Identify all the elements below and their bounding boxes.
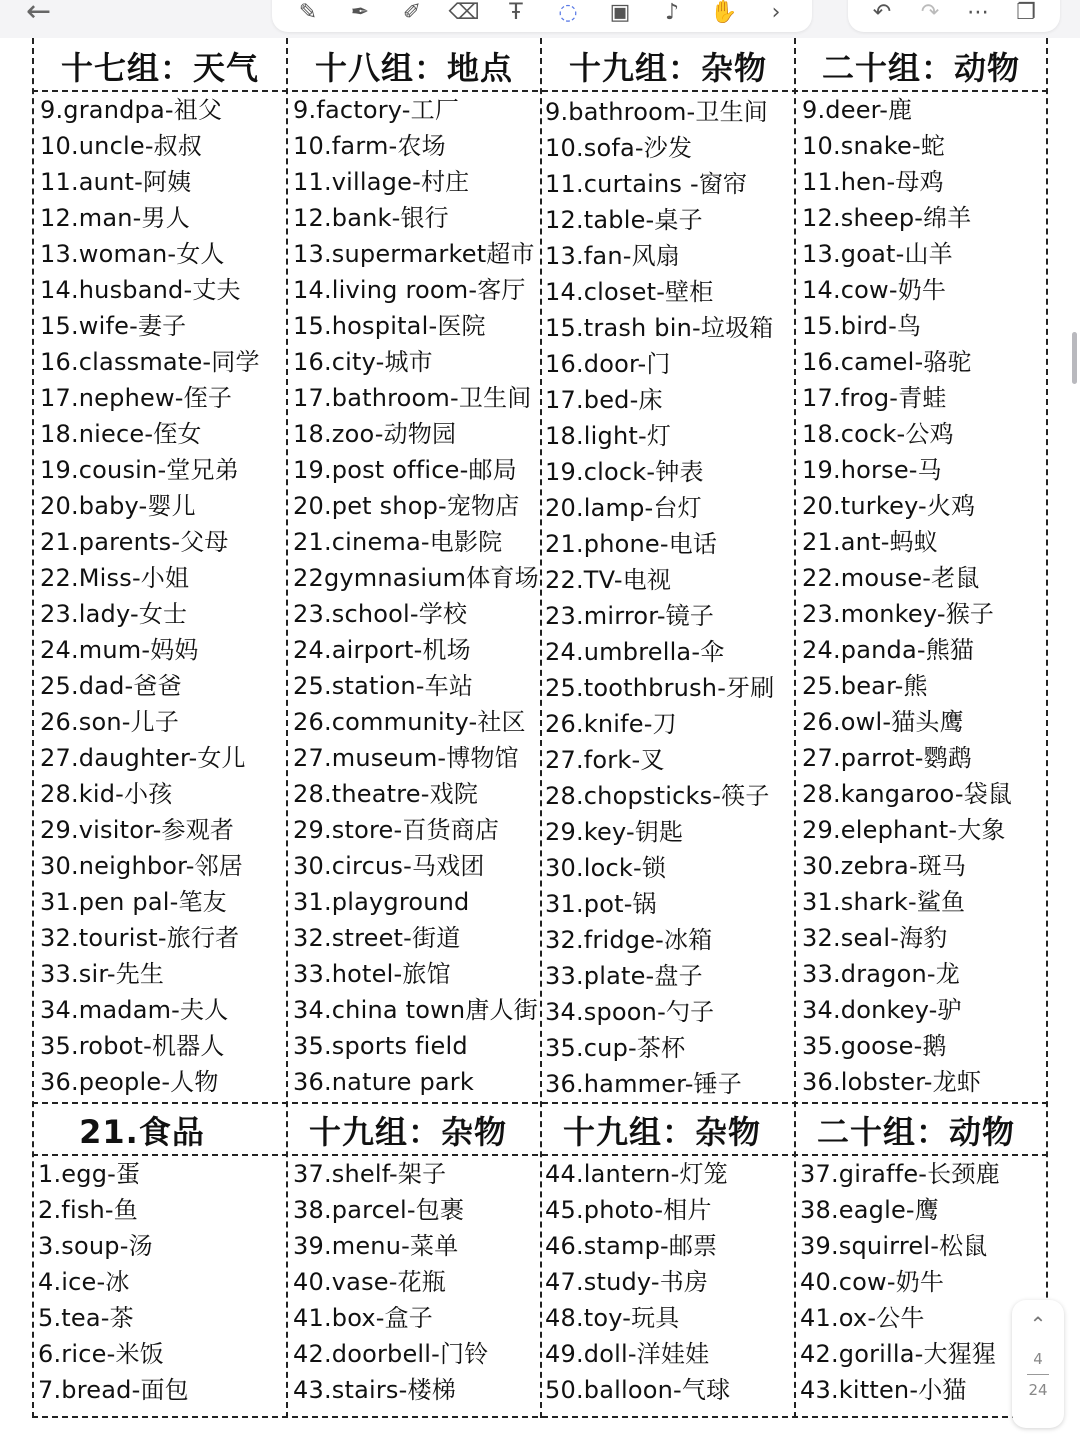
word-item: 10.sofa-沙发 <box>545 134 693 162</box>
word-item: 19.cousin-堂兄弟 <box>40 456 239 484</box>
word-item: 16.camel-骆驼 <box>802 348 972 376</box>
word-item: 25.bear-熊 <box>802 672 928 700</box>
word-item: 9.deer-鹿 <box>802 96 913 124</box>
word-item: 36.people-人物 <box>40 1068 219 1096</box>
word-item: 48.toy-玩具 <box>545 1304 680 1332</box>
top-toolbar <box>0 0 1080 39</box>
word-item: 16.city-城市 <box>293 348 433 376</box>
word-item: 3.soup-汤 <box>38 1232 153 1260</box>
word-item: 18.niece-侄女 <box>40 420 202 448</box>
column-divider <box>794 38 796 1418</box>
section-title: 二十组：动物 <box>821 49 1020 87</box>
word-item: 40.vase-花瓶 <box>293 1268 447 1296</box>
word-item: 42.gorilla-大猩猩 <box>800 1340 997 1368</box>
word-item: 38.parcel-包裹 <box>293 1196 465 1224</box>
word-item: 47.study-书房 <box>545 1268 709 1296</box>
word-item: 20.baby-婴儿 <box>40 492 196 520</box>
pen-icon[interactable]: ✒ <box>350 0 370 25</box>
text-icon[interactable]: Ŧ <box>509 0 523 25</box>
word-item: 24.mum-妈妈 <box>40 636 199 664</box>
word-item: 6.rice-米饭 <box>38 1340 164 1368</box>
word-item: 19.clock-钟表 <box>545 458 704 486</box>
word-item: 9.factory-工厂 <box>293 96 460 124</box>
shape-icon[interactable]: ◌ <box>558 0 578 25</box>
word-item: 37.shelf-架子 <box>293 1160 447 1188</box>
word-item: 9.grandpa-祖父 <box>40 96 223 124</box>
word-item: 14.living room-客厅 <box>293 276 526 304</box>
word-item: 25.toothbrush-牙刷 <box>545 674 775 702</box>
word-item: 41.ox-公牛 <box>800 1304 925 1332</box>
word-item: 43.stairs-楼梯 <box>293 1376 456 1404</box>
word-item: 11.aunt-阿姨 <box>40 168 192 196</box>
word-item: 34.spoon-勺子 <box>545 998 715 1026</box>
word-item: 17.bathroom-卫生间 <box>293 384 532 412</box>
scrollbar-thumb[interactable] <box>1072 332 1077 384</box>
word-item: 2.fish-鱼 <box>38 1196 138 1224</box>
word-item: 26.community-社区 <box>293 708 526 736</box>
word-item: 33.sir-先生 <box>40 960 165 988</box>
word-item: 26.knife-刀 <box>545 710 677 738</box>
arrow-left-icon[interactable]: ← <box>26 0 52 29</box>
word-item: 39.squirrel-松鼠 <box>800 1232 988 1260</box>
word-item: 27.parrot-鹦鹉 <box>802 744 973 772</box>
word-item: 17.frog-青蛙 <box>802 384 947 412</box>
word-item: 11.village-村庄 <box>293 168 470 196</box>
word-item: 16.door-门 <box>545 350 671 378</box>
word-item: 46.stamp-邮票 <box>545 1232 718 1260</box>
word-list <box>293 1156 488 1408</box>
word-list <box>800 1156 1000 1408</box>
word-item: 30.neighbor-邻居 <box>40 852 243 880</box>
word-item: 33.dragon-龙 <box>802 960 960 988</box>
word-item: 12.bank-银行 <box>293 204 449 232</box>
section-title: 十九组：杂物 <box>308 1113 507 1151</box>
word-item: 26.son-儿子 <box>40 708 180 736</box>
word-item: 21.phone-电话 <box>545 530 718 558</box>
word-item: 5.tea-茶 <box>38 1304 134 1332</box>
word-item: 49.doll-洋娃娃 <box>545 1340 710 1368</box>
word-item: 9.bathroom-卫生间 <box>545 98 769 126</box>
more-icon[interactable]: ⋯ <box>967 0 989 25</box>
copy-icon[interactable]: ❐ <box>1016 0 1036 25</box>
word-item: 15.trash bin-垃圾箱 <box>545 314 774 342</box>
hand-icon[interactable]: ✋ <box>710 0 738 25</box>
word-item: 27.fork-叉 <box>545 746 665 774</box>
word-item: 38.eagle-鹰 <box>800 1196 939 1224</box>
mic-icon[interactable]: ♪ <box>664 0 680 25</box>
word-list <box>545 1156 730 1408</box>
word-item: 4.ice-冰 <box>38 1268 130 1296</box>
word-item: 20.lamp-台灯 <box>545 494 702 522</box>
word-item: 31.shark-鲨鱼 <box>802 888 966 916</box>
section-title: 十七组：天气 <box>60 49 259 87</box>
word-item: 13.woman-女人 <box>40 240 225 268</box>
word-item: 24.panda-熊猫 <box>802 636 975 664</box>
word-item: 36.hammer-锤子 <box>545 1070 743 1098</box>
lasso-pen-icon[interactable]: ✎ <box>298 0 318 25</box>
word-item: 32.street-街道 <box>293 924 461 952</box>
word-item: 13.fan-风扇 <box>545 242 680 270</box>
column-divider <box>540 38 542 1418</box>
word-item: 34.china town唐人街 <box>293 996 538 1024</box>
word-item: 23.lady-女士 <box>40 600 188 628</box>
word-item: 14.closet-壁柜 <box>545 278 714 306</box>
word-list <box>40 92 260 1100</box>
word-item: 36.lobster-龙虾 <box>802 1068 982 1096</box>
word-item: 19.horse-马 <box>802 456 942 484</box>
word-item: 44.lantern-灯笼 <box>545 1160 728 1188</box>
total-pages: 24 <box>1028 1381 1048 1399</box>
word-item: 7.bread-面包 <box>38 1376 189 1404</box>
word-item: 15.hospital-医院 <box>293 312 486 340</box>
word-item: 30.zebra-斑马 <box>802 852 967 880</box>
word-item: 15.wife-妻子 <box>40 312 187 340</box>
page-indicator[interactable] <box>1012 1300 1064 1428</box>
word-item: 28.chopsticks-筷子 <box>545 782 770 810</box>
word-item: 17.nephew-侄子 <box>40 384 233 412</box>
word-list <box>38 1156 189 1408</box>
word-item: 29.key-钥匙 <box>545 818 684 846</box>
section-title: 十八组：地点 <box>314 49 513 87</box>
action-tools <box>848 0 1060 32</box>
word-item: 10.uncle-叔叔 <box>40 132 203 160</box>
word-item: 13.supermarket超市 <box>293 240 535 268</box>
word-item: 18.light-灯 <box>545 422 672 450</box>
word-item: 18.zoo-动物园 <box>293 420 457 448</box>
word-item: 1.egg-蛋 <box>38 1160 141 1188</box>
word-item: 25.dad-爸爸 <box>40 672 182 700</box>
word-item: 35.robot-机器人 <box>40 1032 225 1060</box>
word-item: 33.hotel-旅馆 <box>293 960 451 988</box>
word-item: 35.sports field <box>293 1032 468 1060</box>
word-item: 32.seal-海豹 <box>802 924 948 952</box>
word-item: 28.kid-小孩 <box>40 780 173 808</box>
note-page <box>0 38 1080 1440</box>
word-item: 32.tourist-旅行者 <box>40 924 240 952</box>
word-item: 13.goat-山羊 <box>802 240 953 268</box>
highlighter-icon[interactable]: ✐ <box>402 0 422 25</box>
page-separator <box>1027 1374 1049 1375</box>
word-list <box>545 94 774 1102</box>
word-item: 39.menu-菜单 <box>293 1232 459 1260</box>
word-item: 31.pen pal-笔友 <box>40 888 227 916</box>
word-item: 22.Miss-小姐 <box>40 564 190 592</box>
word-item: 18.cock-公鸡 <box>802 420 954 448</box>
word-item: 40.cow-奶牛 <box>800 1268 945 1296</box>
word-item: 42.doorbell-门铃 <box>293 1340 489 1368</box>
word-item: 32.fridge-冰箱 <box>545 926 713 954</box>
word-item: 23.mirror-镜子 <box>545 602 715 630</box>
word-item: 22.TV-电视 <box>545 566 672 594</box>
word-item: 35.goose-鹅 <box>802 1032 947 1060</box>
word-list <box>802 92 1012 1100</box>
word-item: 34.donkey-驴 <box>802 996 962 1024</box>
word-item: 23.monkey-猴子 <box>802 600 995 628</box>
word-item: 11.hen-母鸡 <box>802 168 944 196</box>
chevron-up-icon[interactable]: ⌃ <box>1029 1312 1047 1336</box>
word-item: 12.sheep-绵羊 <box>802 204 972 232</box>
section-title: 十九组：杂物 <box>562 1113 761 1151</box>
word-item: 28.kangaroo-袋鼠 <box>802 780 1013 808</box>
word-item: 12.table-桌子 <box>545 206 703 234</box>
section-title: 十九组：杂物 <box>568 49 767 87</box>
column-divider <box>286 38 288 1418</box>
word-list <box>293 92 539 1100</box>
word-item: 43.kitten-小猫 <box>800 1376 967 1404</box>
word-item: 23.school-学校 <box>293 600 468 628</box>
word-item: 45.photo-相片 <box>545 1196 712 1224</box>
word-item: 36.nature park <box>293 1068 474 1096</box>
word-item: 28.theatre-戏院 <box>293 780 479 808</box>
word-item: 29.elephant-大象 <box>802 816 1006 844</box>
word-item: 26.owl-猫头鹰 <box>802 708 964 736</box>
current-page: 4 <box>1033 1350 1043 1368</box>
word-item: 50.balloon-气球 <box>545 1376 731 1404</box>
section-title: 21.食品 <box>79 1113 205 1151</box>
word-item: 25.station-车站 <box>293 672 474 700</box>
word-item: 22.mouse-老鼠 <box>802 564 980 592</box>
word-item: 21.cinema-电影院 <box>293 528 503 556</box>
word-item: 20.turkey-火鸡 <box>802 492 976 520</box>
word-item: 24.airport-机场 <box>293 636 471 664</box>
word-item: 11.curtains -窗帘 <box>545 170 748 198</box>
word-item: 10.farm-农场 <box>293 132 446 160</box>
word-item: 29.store-百货商店 <box>293 816 500 844</box>
word-item: 16.classmate-同学 <box>40 348 260 376</box>
word-item: 27.museum-博物馆 <box>293 744 519 772</box>
word-item: 31.pot-锅 <box>545 890 657 918</box>
redo-icon[interactable]: ↷ <box>920 0 940 25</box>
chevron-right-icon[interactable]: › <box>771 0 781 25</box>
word-item: 34.madam-夫人 <box>40 996 229 1024</box>
word-item: 14.husband-丈夫 <box>40 276 241 304</box>
word-item: 27.daughter-女儿 <box>40 744 246 772</box>
word-item: 22gymnasium体育场 <box>293 564 539 592</box>
word-item: 24.umbrella-伞 <box>545 638 725 666</box>
word-item: 20.pet shop-宠物店 <box>293 492 520 520</box>
word-item: 21.parents-父母 <box>40 528 229 556</box>
word-item: 17.bed-床 <box>545 386 663 414</box>
undo-icon[interactable]: ↶ <box>872 0 892 25</box>
word-item: 29.visitor-参观者 <box>40 816 235 844</box>
word-item: 21.ant-蚂蚁 <box>802 528 938 556</box>
word-item: 35.cup-茶杯 <box>545 1034 686 1062</box>
word-item: 19.post office-邮局 <box>293 456 517 484</box>
word-item: 12.man-男人 <box>40 204 190 232</box>
word-item: 14.cow-奶牛 <box>802 276 947 304</box>
section-title: 二十组：动物 <box>816 1113 1015 1151</box>
word-item: 41.box-盒子 <box>293 1304 434 1332</box>
word-item: 37.giraffe-长颈鹿 <box>800 1160 1000 1188</box>
word-item: 31.playground <box>293 888 470 916</box>
word-item: 15.bird-鸟 <box>802 312 922 340</box>
word-item: 10.snake-蛇 <box>802 132 946 160</box>
image-icon[interactable]: ▣ <box>609 0 631 25</box>
word-item: 33.plate-盘子 <box>545 962 703 990</box>
word-item: 30.circus-马戏团 <box>293 852 485 880</box>
word-item: 30.lock-锁 <box>545 854 667 882</box>
drawing-tools <box>272 0 812 32</box>
eraser-icon[interactable]: ⌫ <box>448 0 480 25</box>
